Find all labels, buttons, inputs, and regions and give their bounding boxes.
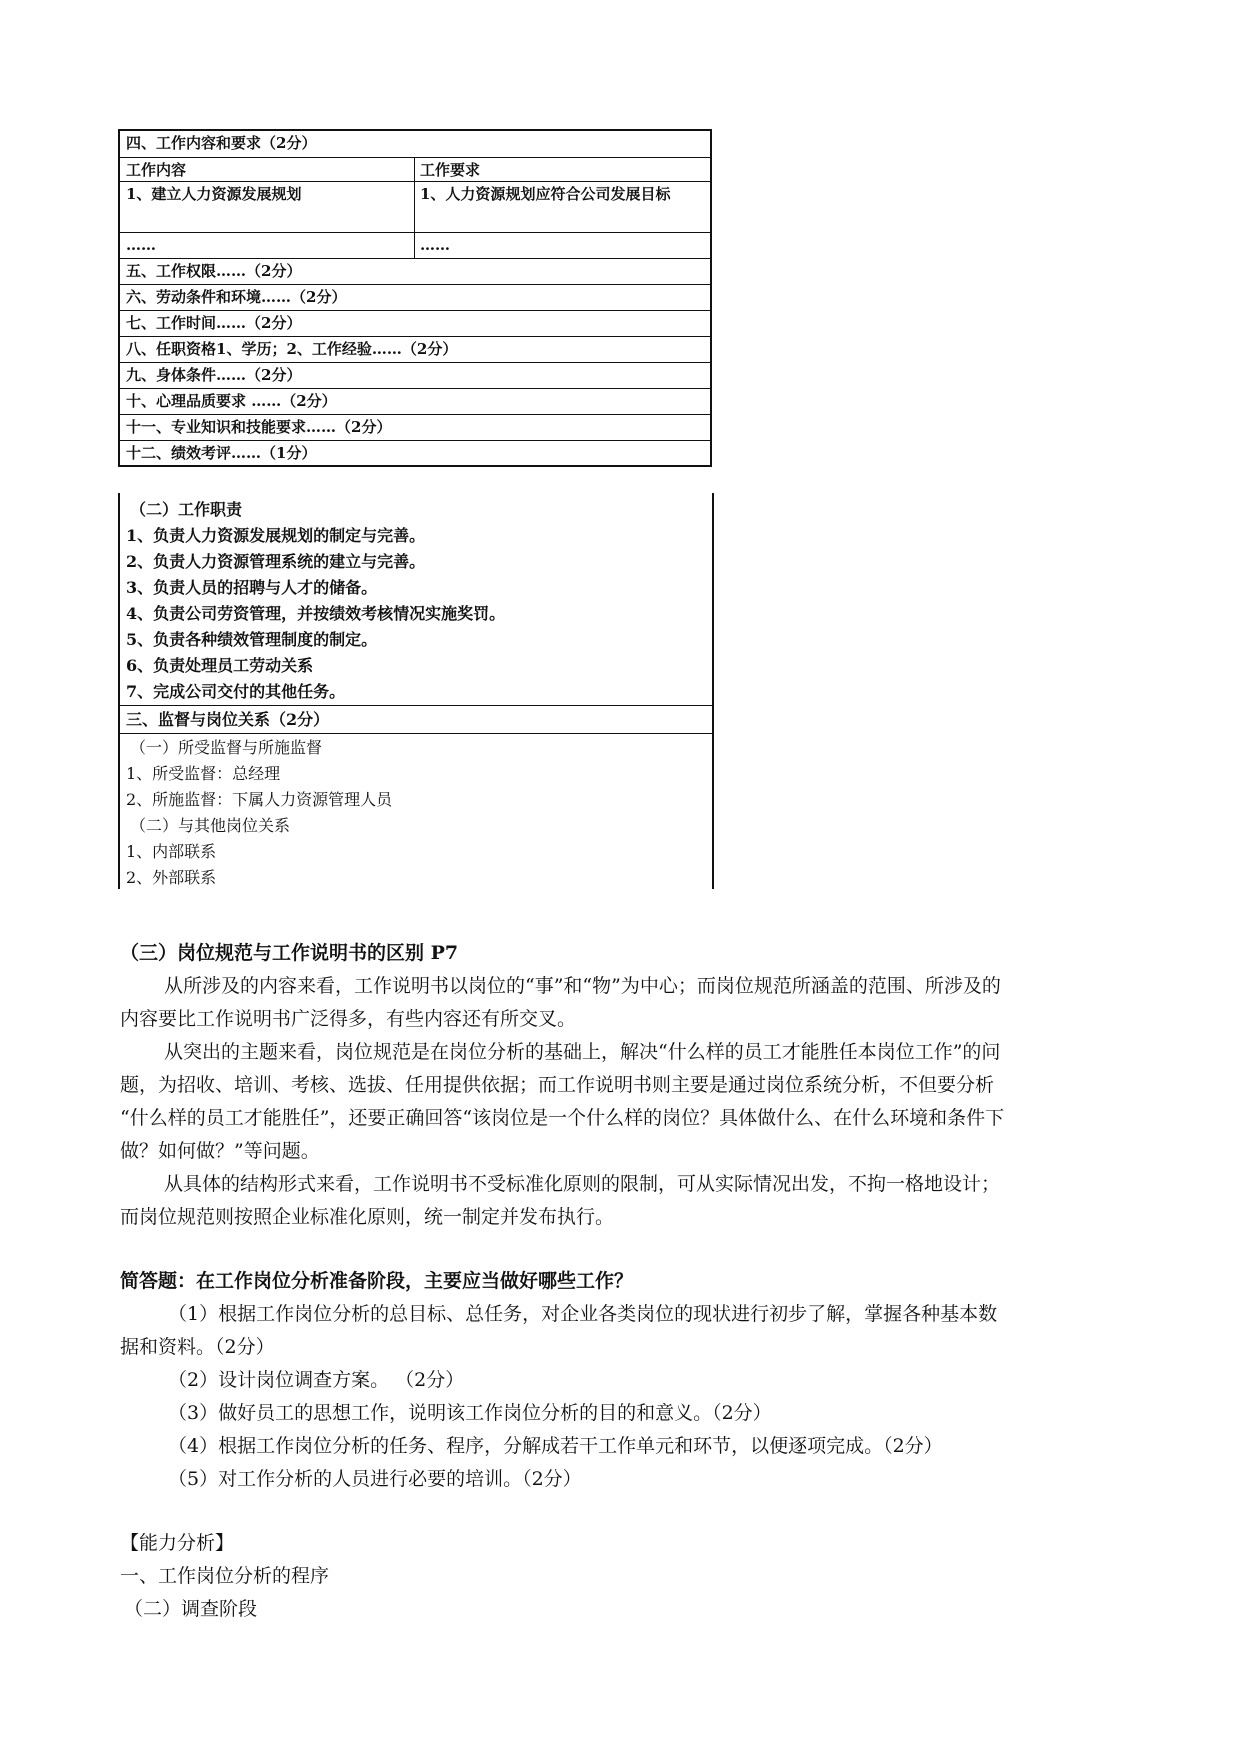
answer-line: （3）做好员工的思想工作，说明该工作岗位分析的目的和意义。（2分）: [168, 1402, 772, 1424]
list-item: 2、外部联系: [126, 868, 217, 887]
list-item: 7、完成公司交付的其他任务。: [126, 682, 346, 701]
list-item: 1、所受监督：总经理: [126, 764, 281, 783]
paragraph-line: 题，为招收、培训、考核、选拔、任用提供依据；而工作说明书则主要是通过岗位系统分析，不但要分析: [120, 1074, 995, 1096]
col-requirement-header: 工作要求: [420, 161, 481, 179]
list-item: 6、负责处理员工劳动关系: [126, 656, 314, 675]
list-item: （二）与其他岗位关系: [130, 816, 291, 835]
content-cell-1: 1、建立人力资源发展规划: [126, 185, 302, 203]
paragraph-line: 而岗位规范则按照企业标准化原则，统一制定并发布执行。: [120, 1206, 615, 1228]
supervision-title: 三、监督与岗位关系（2分）: [126, 710, 330, 729]
table-row-content-header: 四、工作内容和要求（2分）: [120, 131, 710, 158]
table-row: 九、身体条件……（2分）: [120, 363, 710, 389]
table-row-content-more: [120, 233, 710, 259]
ability-subtitle-2: （二）调查阶段: [124, 1598, 258, 1620]
duty-title: （二）工作职责: [130, 500, 243, 519]
ability-title: 【能力分析】: [120, 1532, 235, 1554]
table-row-content-1: [120, 182, 710, 233]
divider: [120, 733, 712, 734]
requirement-cell-more: ……: [420, 236, 450, 254]
paragraph-line: 做？如何做？”等问题。: [120, 1140, 320, 1162]
table-row: 六、劳动条件和环境……（2分）: [120, 285, 710, 311]
list-item: 4、负责公司劳资管理，并按绩效考核情况实施奖罚。: [126, 604, 506, 623]
col-content-header: 工作内容: [126, 161, 187, 179]
answer-line: 据和资料。（2分）: [120, 1336, 275, 1358]
list-item: 1、内部联系: [126, 842, 217, 861]
duty-table: [118, 493, 714, 889]
table-row: 七、工作时间……（2分）: [120, 311, 710, 337]
paragraph-line: 从具体的结构形式来看，工作说明书不受标准化原则的限制，可从实际情况出发，不拘一格地设计；: [164, 1173, 1001, 1195]
answer-line: （2）设计岗位调查方案。 （2分）: [168, 1369, 465, 1391]
list-item: 3、负责人员的招聘与人才的储备。: [126, 578, 378, 597]
answer-line: （4）根据工作岗位分析的任务、程序，分解成若干工作单元和环节，以便逐项完成。（2分）: [168, 1435, 943, 1457]
table-row: 十、心理品质要求 ……（2分）: [120, 389, 710, 415]
ability-subtitle-1: 一、工作岗位分析的程序: [120, 1565, 330, 1587]
paragraph-line: 内容要比工作说明书广泛得多，有些内容还有所交叉。: [120, 1008, 577, 1030]
table-row: 八、任职资格1、学历；2、工作经验……（2分）: [120, 337, 710, 363]
section-title: （三）岗位规范与工作说明书的区别 P7: [120, 942, 459, 964]
job-spec-table: [118, 129, 712, 467]
column-divider: [414, 158, 415, 259]
requirement-cell-1: 1、人力资源规划应符合公司发展目标: [420, 185, 671, 203]
table-row-column-headers: [120, 158, 710, 182]
table-row: 五、工作权限……（2分）: [120, 259, 710, 285]
answer-line: （5）对工作分析的人员进行必要的培训。（2分）: [168, 1468, 582, 1490]
list-item: 1、负责人力资源发展规划的制定与完善。: [126, 526, 426, 545]
table-row: 十一、专业知识和技能要求……（2分）: [120, 415, 710, 441]
paragraph-line: 从突出的主题来看，岗位规范是在岗位分析的基础上，解决“什么样的员工才能胜任本岗位工作”的问: [164, 1041, 1001, 1063]
content-cell-more: ……: [126, 236, 156, 254]
answer-line: （1）根据工作岗位分析的总目标、总任务，对企业各类岗位的现状进行初步了解，掌握各种基本数: [168, 1303, 998, 1325]
question-title: 简答题：在工作岗位分析准备阶段，主要应当做好哪些工作？: [120, 1270, 634, 1292]
paragraph-line: “什么样的员工才能胜任”，还要正确回答“该岗位是一个什么样的岗位？具体做什么、在什么环境和条件下: [120, 1107, 1005, 1129]
list-item: （一）所受监督与所施监督: [130, 738, 323, 757]
list-item: 2、负责人力资源管理系统的建立与完善。: [126, 552, 426, 571]
list-item: 2、所施监督：下属人力资源管理人员: [126, 790, 393, 809]
table-row: 十二、绩效考评……（1分）: [126, 444, 317, 462]
paragraph-line: 从所涉及的内容来看，工作说明书以岗位的“事”和“物”为中心；而岗位规范所涵盖的范围、所涉及的: [164, 975, 1001, 997]
list-item: 5、负责各种绩效管理制度的制定。: [126, 630, 378, 649]
divider: [120, 705, 712, 706]
